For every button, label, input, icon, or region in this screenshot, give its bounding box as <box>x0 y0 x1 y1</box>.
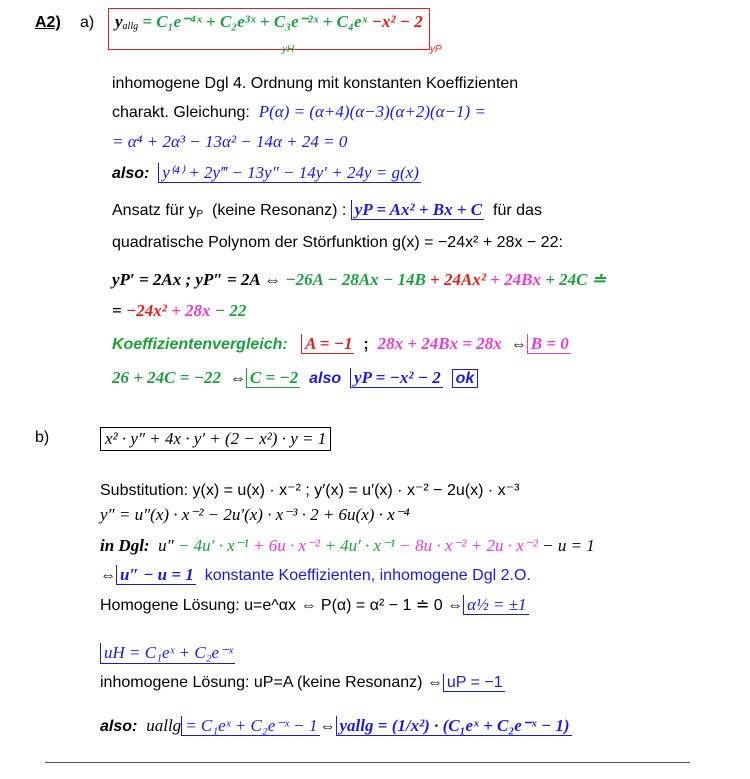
coeff-b: B = 0 <box>527 334 571 354</box>
ode-description: inhomogene Dgl 4. Ordnung mit konstanten Koeffizienten <box>112 75 519 92</box>
homogeneous-line <box>100 595 529 616</box>
ansatz-yp: yP = Ax² + Bx + C <box>351 200 484 220</box>
yp-derivatives: yP′ = 2Ax ; yP″ = 2A ⇔ <box>112 270 282 289</box>
constant-coeff-line <box>100 565 531 586</box>
rhs-mag: + 28x <box>171 301 211 320</box>
general-solution-box <box>108 8 430 50</box>
in-dgl-end: − u = 1 <box>542 536 595 555</box>
bottom-divider <box>45 762 690 763</box>
rhs-green: − 22 <box>214 301 247 320</box>
ansatz-tail: für das <box>493 202 542 219</box>
subst-red: + 24Ax² <box>430 270 486 289</box>
also-label: also: <box>112 165 150 182</box>
u-allg-eq: = C₁eˣ + C₂e⁻ˣ − 1 <box>181 716 319 736</box>
in-dgl-green1: − 4u′ · x⁻¹ <box>177 536 249 555</box>
char-eq-factored: P(α) = (α+4)(α−3)(α+2)(α−1) = <box>258 102 486 121</box>
homog-text: Homogene Lösung: u=e^αx ⇔ P(α) = α² − 1 ≐ 0 ⇔ <box>100 597 464 614</box>
ansatz-label: Ansatz für y <box>112 202 197 219</box>
y-allg-final: yallg = (1/x²) · (C₁eˣ + C₂e⁻ˣ − 1) <box>336 716 572 736</box>
final-line <box>100 716 572 737</box>
y-second-derivative: y″ = u″(x) · x⁻² − 2u′(x) · x⁻³ · 2 + 6u(x) · x⁻⁴ <box>100 505 410 524</box>
uh-solution: uH = C₁eˣ + C₂e⁻ˣ <box>100 643 235 664</box>
coeff-c-arrow: ⇔ <box>229 370 246 387</box>
char-equation-line <box>112 102 486 123</box>
rhs-eq: = <box>112 301 122 320</box>
coeff-arrow: ⇔ <box>510 336 527 353</box>
cc-arrow: ⇔ <box>100 567 116 584</box>
y-allg-sub: allg <box>122 21 139 32</box>
y-allg: y <box>115 12 123 31</box>
ansatz-sub: P <box>196 209 204 220</box>
up-result: uP = −1 <box>443 674 505 692</box>
alpha-roots: α½ = ±1 <box>463 595 528 615</box>
coeff-c-eq: 26 + 24C = −22 <box>112 368 222 387</box>
derivatives-line <box>112 270 606 290</box>
inhomog-line <box>100 673 505 693</box>
yh-label: yH <box>282 44 295 55</box>
also-word: also <box>309 370 342 387</box>
subst-green: −26A − 28Ax − 14B <box>285 270 426 289</box>
part-b-equation: x² · y″ + 4x · y′ + (2 − x²) · y = 1 <box>100 427 331 451</box>
yp-result: yP = −x² − 2 <box>350 368 443 388</box>
final-also: also: <box>100 718 138 735</box>
coeff-sep: ; <box>363 336 369 353</box>
in-dgl-line <box>100 536 595 556</box>
in-dgl-u2: u″ <box>158 536 174 555</box>
inhomog-text: inhomogene Lösung: uP=A (keine Resonanz) ⇔ <box>100 674 443 691</box>
homogeneous-part: = C₁e⁻⁴ˣ + C₂e³ˣ + C₃e⁻²ˣ + C₄eˣ <box>138 12 368 31</box>
yp-label: yP <box>430 44 442 55</box>
coeff-label: Koeffizientenvergleich: <box>112 336 288 353</box>
u-allg: uallg <box>146 716 182 735</box>
char-eq-expanded: = α⁴ + 2α³ − 13α² − 14α + 24 = 0 <box>112 132 348 151</box>
subst-mag: + 24Bx <box>490 270 541 289</box>
part-a-label: a) <box>80 14 95 31</box>
polynomial-line: quadratische Polynom der Störfunktion g(x) = −24x² + 28x − 22: <box>112 234 563 251</box>
ok-badge: ok <box>452 369 479 388</box>
coeff-c-line <box>112 368 478 389</box>
particular-part: −x² − 2 <box>367 12 423 31</box>
in-dgl-mag1: + 6u · x⁻² <box>253 536 321 555</box>
part-b-label: b) <box>35 429 50 446</box>
ode-equation: y⁽⁴⁾ + 2y‴ − 13y″ − 14y′ + 24y = g(x) <box>158 163 421 183</box>
cc-text: konstante Koeffizienten, inhomogene Dgl 2.O. <box>204 567 531 584</box>
char-eq-label: charakt. Gleichung: <box>112 104 250 121</box>
also-ode-line <box>112 163 421 184</box>
substitution-line: Substitution: y(x) = u(x) · x⁻² ; y′(x) = u′(x) · x⁻² − 2u(x) · x⁻³ <box>100 482 520 499</box>
rhs-line <box>112 301 246 321</box>
no-resonance: (keine Resonanz) : <box>212 202 347 219</box>
subst-green2: + 24C ≐ <box>545 270 606 289</box>
ansatz-line <box>112 200 542 223</box>
coeff-c: C = −2 <box>246 368 300 388</box>
in-dgl-mag2: − 8u · x⁻² + 2u · x⁻² <box>399 536 538 555</box>
in-dgl-label: in Dgl: <box>100 536 150 555</box>
u-ode: u″ − u = 1 <box>116 565 196 585</box>
coeff-a: A = −1 <box>301 334 354 354</box>
in-dgl-green2: + 4u′ · x⁻¹ <box>324 536 396 555</box>
rhs-red: −24x² <box>125 301 167 320</box>
coeff-bx: 28x + 24Bx = 28x <box>377 334 502 353</box>
coeff-compare-line <box>112 334 571 355</box>
section-label: A2) <box>35 14 61 31</box>
final-arrow: ⇔ <box>319 718 336 735</box>
